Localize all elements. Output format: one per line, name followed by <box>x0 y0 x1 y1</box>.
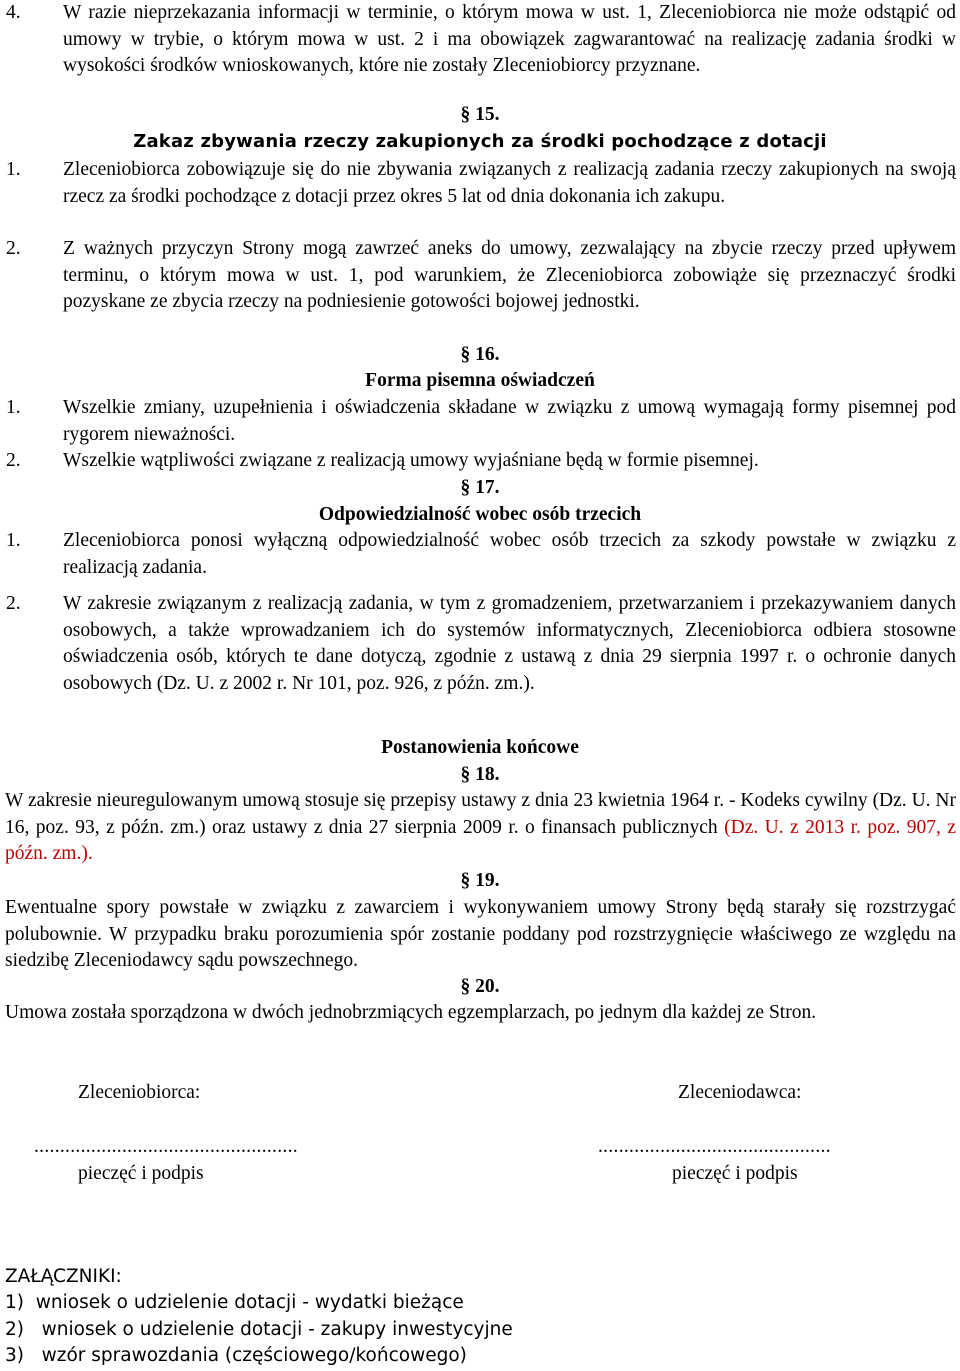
section-16-item-2 <box>6 448 956 475</box>
signature-left-caption: pieczęć i podpis <box>78 1163 204 1184</box>
signature-right-role: Zleceniodawca: <box>678 1082 802 1103</box>
attachments-heading: ZAŁĄCZNIKI: <box>5 1266 122 1287</box>
item-number: 1. <box>6 530 21 551</box>
attachment-item: 1) wniosek o udzielenie dotacji - wydatki bieżące <box>5 1292 464 1313</box>
section-17-title: Odpowiedzialność wobec osób trzecich <box>318 504 642 525</box>
item-text: W zakresie związanym z realizacją zadania, w tym z gromadzeniem, przetwarzaniem i przekazywaniem danych osobowych, a także wprowadzaniem ich do systemów informatycznych, Zleceniobiorca odbiera stosowne oświadczenia osób, których te dane dotyczą, zgodnie z ustawą z dnia 29 sierpnia 1997 r. o ochronie danych osobowych (Dz. U. z 2002 r. Nr 101, poz. 926, z późn. zm.). <box>63 593 956 694</box>
section-18-text <box>5 788 956 868</box>
item-text: Wszelkie wątpliwości związane z realizacją umowy wyjaśniane będą w formie pisemnej. <box>63 450 759 471</box>
signature-right-caption: pieczęć i podpis <box>672 1163 798 1184</box>
section-20-text: Umowa została sporządzona w dwóch jednobrzmiących egzemplarzach, po jednym dla każdej ze Stron. <box>5 1002 817 1023</box>
item-number: 1. <box>6 159 21 180</box>
section-18-text-citation: (Dz. U. z 2013 r. poz. 907, z późn. zm.). <box>5 816 956 864</box>
attachment-item: 3) wzór sprawozdania (częściowego/końcowego) <box>5 1345 467 1366</box>
section-20-number: § 20. <box>460 976 500 997</box>
section-17-number: § 17. <box>460 477 500 498</box>
item-number: 2. <box>6 593 21 614</box>
section-19-text: Ewentualne spory powstałe w związku z zawarciem i wykonywaniem umowy Strony będą starały się rozstrzygać polubownie. W przypadku braku porozumienia spór zostanie poddany pod rozstrzygnięcie właściwego ze względu na siedzibę Zleceniodawcy sądu powszechnego. <box>5 897 956 971</box>
attachment-item: 2) wniosek o udzielenie dotacji - zakupy inwestycyjne <box>5 1319 513 1340</box>
section-18-text-main: W zakresie nieuregulowanym umową stosuje się przepisy ustawy z dnia 23 kwietnia 1964 r. - Kodeks cywilny (Dz. U. Nr 16, poz. 93, z późn. zm.) oraz ustawy z dnia 27 sierpnia 2009 r. o finansach publicznych <box>5 790 956 838</box>
section-19-number: § 19. <box>460 870 500 891</box>
item-number: 2. <box>6 450 21 471</box>
section-18-number: § 18. <box>460 764 500 785</box>
section-15-item-2 <box>6 236 956 316</box>
clause-4 <box>6 0 956 80</box>
section-16-item-1 <box>6 395 956 448</box>
section-16-number: § 16. <box>460 344 500 365</box>
clause-text: W razie nieprzekazania informacji w terminie, o którym mowa w ust. 1, Zleceniobiorca nie może odstąpić od umowy w trybie, o którym mowa w ust. 2 i ma obowiązek zagwarantować na realizację zadania środki w wysokości środków wnioskowanych, które nie zostały Zleceniobiorcy przyznane. <box>63 2 956 76</box>
section-15-item-1 <box>6 157 956 210</box>
item-text: Wszelkie zmiany, uzupełnienia i oświadczenia składane w związku z umową wymagają formy pisemnej pod rygorem nieważności. <box>63 397 956 445</box>
final-provisions-heading: Postanowienia końcowe <box>381 737 579 758</box>
section-16-title: Forma pisemna oświadczeń <box>365 370 595 391</box>
signature-right-line: ............................................. <box>598 1136 831 1157</box>
item-text: Zleceniobiorca zobowiązuje się do nie zbywania związanych z realizacją zadania rzeczy zakupionych na swoją rzecz za środki pochodzące z dotacji przez okres 5 lat od dnia dokonania ich zakupu. <box>63 159 956 207</box>
section-17-item-2 <box>6 591 956 697</box>
item-text: Z ważnych przyczyn Strony mogą zawrzeć aneks do umowy, zezwalający na zbycie rzeczy przed upływem terminu, o którym mowa w ust. 1, pod warunkiem, że Zleceniobiorca zobowiąże się przeznaczyć środki pozyskane ze zbycia rzeczy na podniesienie gotowości bojowej jednostki. <box>63 238 956 312</box>
clause-number: 4. <box>6 2 21 23</box>
section-15-title: Zakaz zbywania rzeczy zakupionych za środki pochodzące z dotacji <box>133 131 827 152</box>
item-number: 2. <box>6 238 21 259</box>
section-15-number: § 15. <box>460 104 500 125</box>
item-number: 1. <box>6 397 21 418</box>
section-17-item-1 <box>6 528 956 581</box>
signature-left-line: ................................................... <box>34 1136 298 1157</box>
item-text: Zleceniobiorca ponosi wyłączną odpowiedzialność wobec osób trzecich za szkody powstałe w związku z realizacją zadania. <box>63 530 956 578</box>
signature-left-role: Zleceniobiorca: <box>78 1082 201 1103</box>
